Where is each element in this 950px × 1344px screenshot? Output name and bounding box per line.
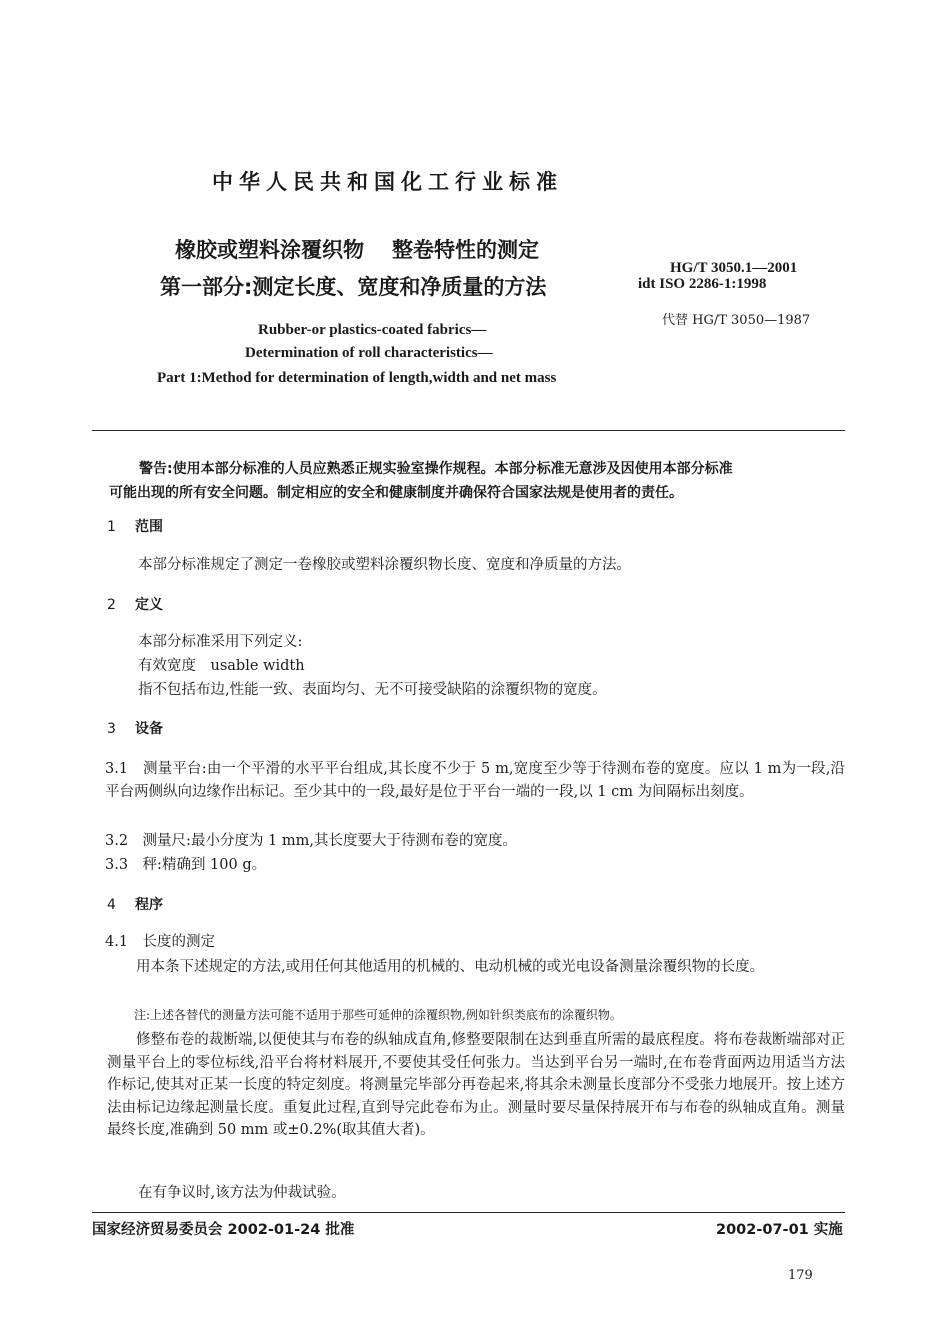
section-4-number: 4 — [107, 897, 116, 913]
warning-line-1: 警告:使用本部分标准的人员应熟悉正规实验室操作规程。本部分标准无意涉及因使用本部分标准 — [139, 461, 733, 477]
approval-info: 国家经济贸易委员会 2002-01-24 批准 — [92, 1222, 355, 1238]
section-1-title: 范围 — [135, 519, 163, 535]
title-line-1-part-1: 橡胶或塑料涂覆织物 — [175, 238, 364, 262]
english-title-line-3: Part 1:Method for determination of length,width and net mass — [157, 370, 557, 386]
idt-code: idt ISO 2286-1:1998 — [638, 276, 767, 292]
section-4-1-paragraph-1: 用本条下述规定的方法,或用任何其他适用的机械的、电动机械的或光电设备测量涂覆织物的长度。 — [136, 959, 765, 975]
section-2-title: 定义 — [135, 597, 163, 613]
section-3-item-2: 3.2 测量尺:最小分度为 1 mm,其长度要大于待测布卷的宽度。 — [105, 833, 517, 849]
chinese-title-line-1 — [175, 234, 539, 264]
section-1-heading — [107, 516, 163, 536]
header-divider — [92, 430, 845, 431]
section-2-line-3: 指不包括布边,性能一致、表面均匀、无不可接受缺陷的涂覆织物的宽度。 — [138, 682, 607, 698]
section-2-heading — [107, 594, 163, 614]
section-4-1-paragraph-2: 修整布卷的裁断端,以便使其与布卷的纵轴成直角,修整要限制在达到垂直所需的最底程度。将布卷裁断端部对正测量平台上的零位标线,沿平台将材料展开,不要使其受任何张力。当达到平台另一端时,在布卷背面两边用适当方法作标记,使其对正某一长度的特定刻度。将测量完毕部分再卷起来,将其余未测量长度部分不受张力地展开。按上述方法由标记边缘起测量长度。重复此过程,直到导完此卷布为止。测量时要尽量保持展开布与布卷的纵轴成直角。测量最终长度,准确到 50 mm 或±0.2%(取其值大者)。 — [107, 1032, 845, 1138]
section-2-line-1: 本部分标准采用下列定义: — [138, 634, 303, 650]
issuing-body-title: 中华人民共和国化工行业标准 — [212, 170, 563, 194]
section-4-title: 程序 — [135, 897, 163, 913]
implementation-date: 2002-07-01 实施 — [716, 1222, 843, 1238]
section-1-number: 1 — [107, 519, 116, 535]
section-3-item-1: 3.1 测量平台:由一个平滑的水平平台组成,其长度不少于 5 m,宽度至少等于待测布卷的宽度。应以 1 m为一段,沿平台两侧纵向边缘作出标记。至少其中的一段,最好是位于平台一端的一段,以 1 cm 为间隔标出刻度。 — [105, 761, 845, 800]
section-4-1-note: 注:上述各替代的测量方法可能不适用于那些可延伸的涂覆织物,例如针织类底布的涂覆织物。 — [134, 1008, 622, 1022]
section-3-number: 3 — [107, 721, 116, 737]
section-2-line-2: 有效宽度 usable width — [138, 658, 305, 674]
section-4-heading — [107, 894, 163, 914]
footer-divider — [92, 1212, 845, 1213]
section-3-item-3: 3.3 秤:精确到 100 g。 — [105, 857, 267, 873]
title-line-1-part-2: 整卷特性的测定 — [392, 238, 539, 262]
section-2-number: 2 — [107, 597, 116, 613]
english-title-line-1: Rubber-or plastics-coated fabrics— — [258, 322, 487, 338]
section-1-text: 本部分标准规定了测定一卷橡胶或塑料涂覆织物长度、宽度和净质量的方法。 — [138, 557, 631, 573]
page-number: 179 — [788, 1268, 813, 1283]
english-title-line-2: Determination of roll characteristics— — [245, 345, 493, 361]
section-4-1-paragraph-3: 在有争议时,该方法为仲裁试验。 — [138, 1185, 346, 1201]
chinese-title-line-2: 第一部分:测定长度、宽度和净质量的方法 — [160, 275, 547, 299]
standard-code: HG/T 3050.1—2001 — [670, 260, 798, 276]
section-3-title: 设备 — [135, 721, 163, 737]
section-3-heading — [107, 718, 163, 738]
warning-line-2: 可能出现的所有安全问题。制定相应的安全和健康制度并确保符合国家法规是使用者的责任。 — [109, 485, 683, 501]
section-4-1-heading: 4.1 长度的测定 — [105, 934, 216, 950]
replaces-standard: 代替 HG/T 3050—1987 — [662, 313, 811, 328]
